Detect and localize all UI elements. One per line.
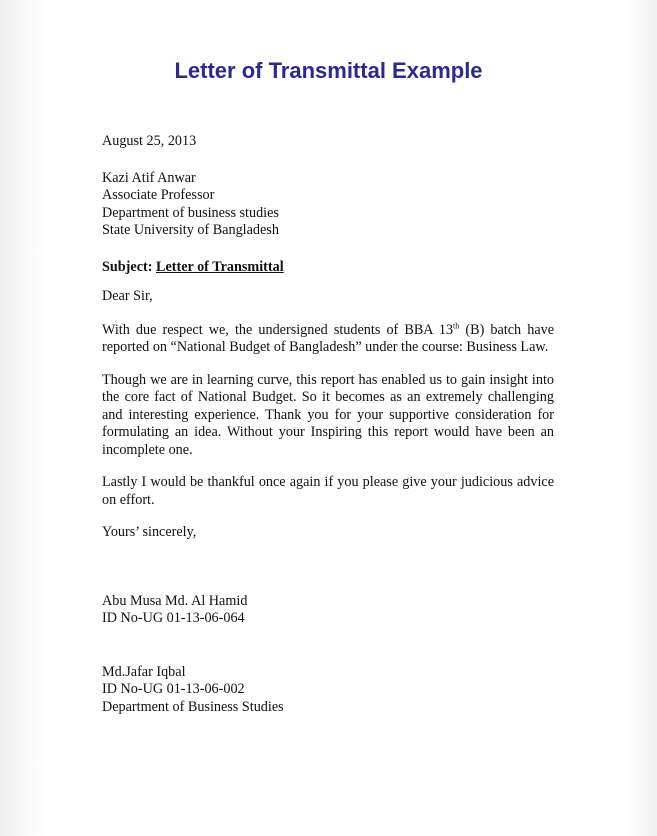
signatory-2-name: Md.Jafar Iqbal xyxy=(102,663,186,680)
signatory-1 xyxy=(102,593,554,628)
subject-line xyxy=(102,259,554,277)
salutation: Dear Sir, xyxy=(102,288,153,304)
paragraph-1 xyxy=(102,322,554,357)
paragraph-1-text-start: With due respect we, the undersigned students of BBA 13 xyxy=(102,321,454,338)
recipient-university: State University of Bangladesh xyxy=(102,222,279,238)
page-edge-left xyxy=(0,0,48,836)
paragraph-2: Though we are in learning curve, this report has enabled us to gain insight into the core fact of National Budget. So it becomes as an extremely challenging and interesting experience. Thank you for your supportive consideration for formulating an idea. Without your Inspiring this report would have been an incomplete one. xyxy=(102,371,554,458)
signatory-2-department: Department of Business Studies xyxy=(102,698,284,715)
signatory-2-id: ID No-UG 01-13-06-002 xyxy=(102,681,245,697)
recipient-department: Department of business studies xyxy=(102,204,279,221)
closing: Yours’ sincerely, xyxy=(102,524,197,540)
recipient-address xyxy=(102,170,554,240)
page-edge-right xyxy=(627,0,657,836)
paragraph-1-superscript: th xyxy=(453,320,460,330)
letter-body xyxy=(102,133,554,716)
recipient-name: Kazi Atif Anwar xyxy=(102,169,196,186)
recipient-position: Associate Professor xyxy=(102,187,215,203)
paragraph-3: Lastly I would be thankful once again if you please give your judicious advice on effort. xyxy=(102,474,554,508)
paragraph-1-text-end: (B) batch have reported on “National Budget of Bangladesh” under the course: Business Law. xyxy=(102,321,555,355)
signatory-1-id: ID No-UG 01-13-06-064 xyxy=(102,610,245,626)
subject-value: Letter of Transmittal xyxy=(156,258,284,275)
page-title: Letter of Transmittal Example xyxy=(174,58,483,83)
letter-date: August 25, 2013 xyxy=(102,133,197,149)
signatory-1-name: Abu Musa Md. Al Hamid xyxy=(102,592,248,609)
subject-label: Subject: xyxy=(102,258,153,275)
signatory-2 xyxy=(102,664,554,717)
